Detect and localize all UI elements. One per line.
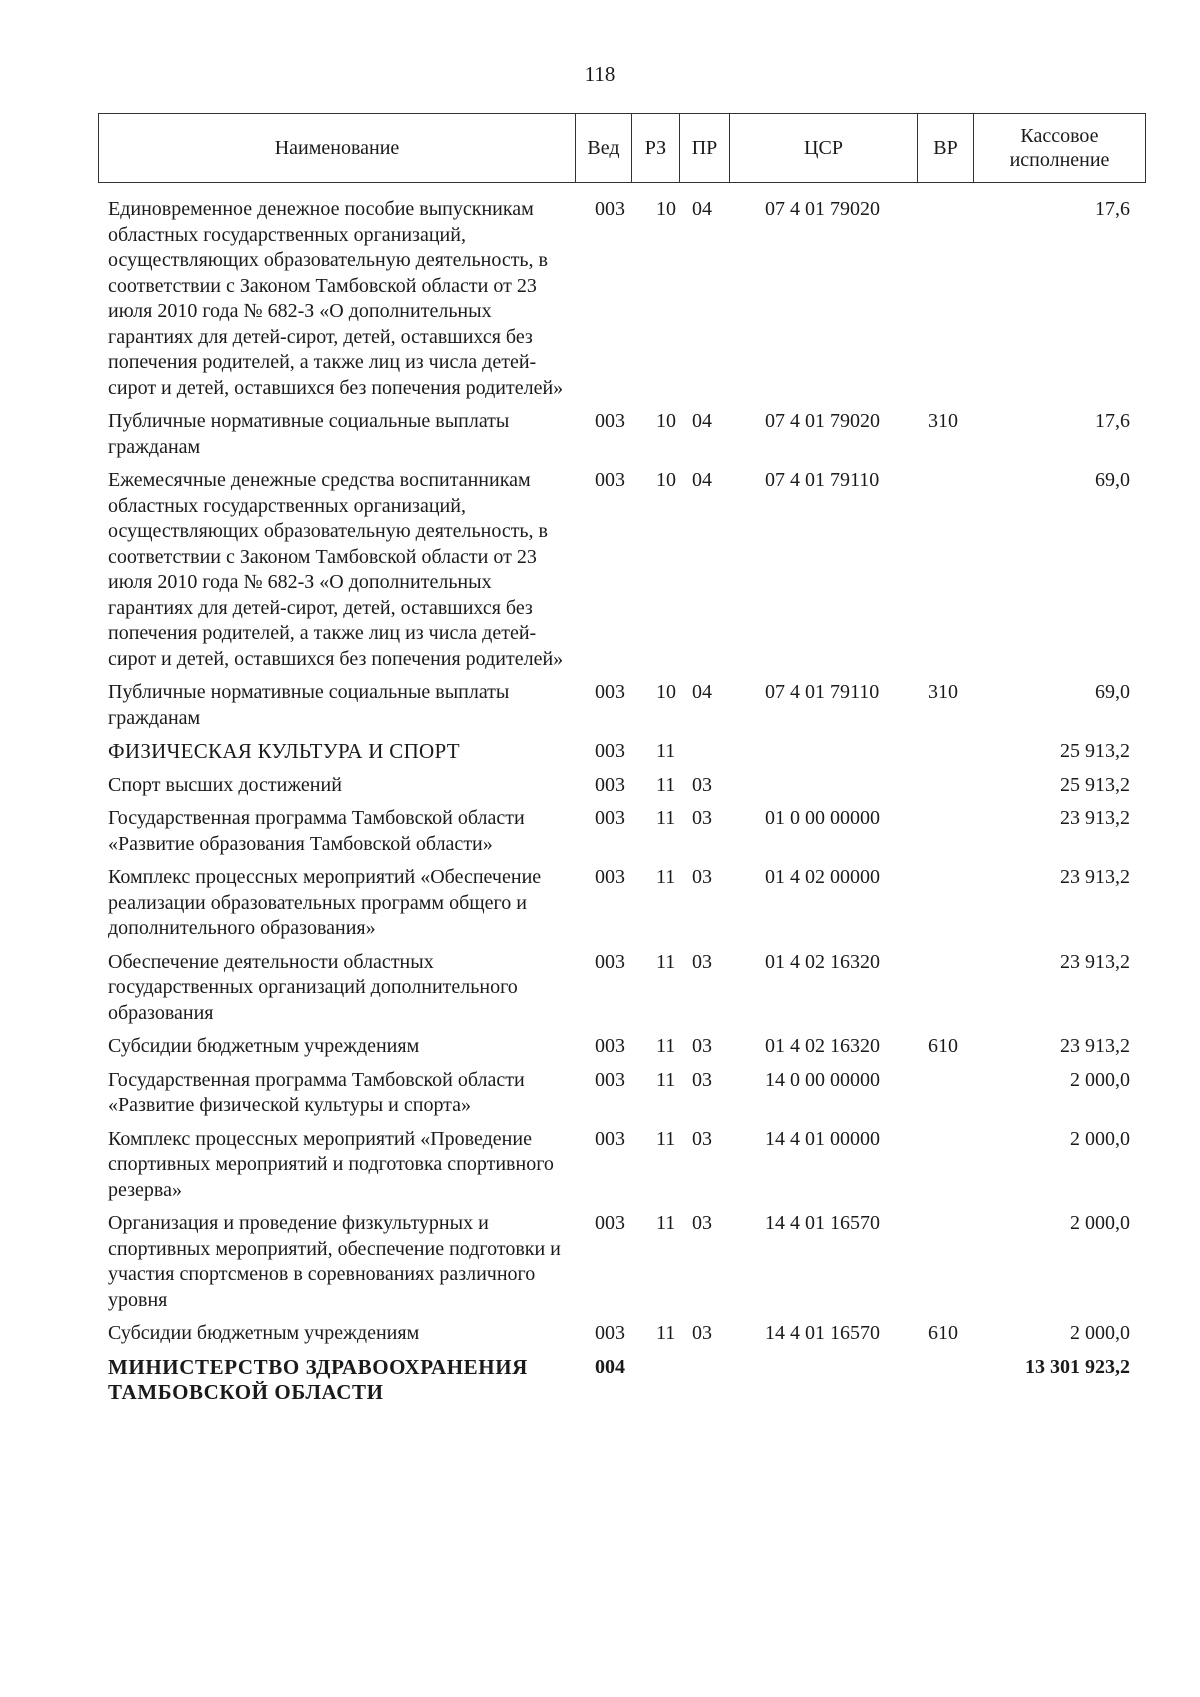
row-name: Публичные нормативные социальные выплаты гражданам: [108, 410, 510, 458]
table-row: [0, 806, 1200, 865]
row-name: Государственная программа Тамбовской области «Развитие физической культуры и спорта»: [108, 1068, 525, 1116]
row-csr: 14 4 01 16570: [765, 1212, 880, 1234]
row-rz: 11: [656, 866, 676, 888]
header-rz: РЗ: [631, 114, 679, 182]
row-ved: 003: [595, 950, 625, 973]
row-name: МИНИСТЕРСТВО ЗДРАВООХРАНЕНИЯ ТАМБОВСКОЙ ОБЛАСТИ: [108, 1354, 528, 1404]
row-pr: 04: [692, 198, 712, 220]
row-rz: 10: [656, 198, 676, 220]
row-name: Субсидии бюджетным учреждениям: [108, 1322, 420, 1344]
row-ved: 003: [595, 410, 625, 432]
header-csr: ЦСР: [729, 114, 917, 182]
row-rz: 10: [656, 681, 676, 703]
table-row: [0, 680, 1200, 739]
header-vr: ВР: [917, 114, 973, 182]
row-sum: 23 913,2: [1060, 950, 1130, 973]
row-name: Субсидии бюджетным учреждениям: [108, 1035, 420, 1057]
row-vr: 310: [928, 410, 958, 432]
row-rz: 11: [656, 807, 676, 829]
row-csr: 07 4 01 79020: [765, 198, 880, 220]
row-pr: 03: [692, 1035, 712, 1057]
row-name: Единовременное денежное пособие выпускникам областных государственных организаций, осуществляющих образовательную деятельность, в соответствии с Законом Тамбовской области от 23 июля 2010 года № 682-З «О дополнительных гарантиях для детей-сирот, детей, оставшихся без попечения родителей, а также лиц из числа детей-сирот и детей, оставшихся без попечения родителей»: [108, 198, 564, 399]
row-sum: 25 913,2: [1060, 773, 1130, 796]
row-pr: 03: [692, 1212, 712, 1234]
row-sum: 23 913,2: [1060, 807, 1130, 829]
row-sum: 2 000,0: [1070, 1068, 1130, 1091]
row-rz: 11: [656, 740, 676, 762]
table-row: [0, 1034, 1200, 1068]
row-vr: 310: [928, 681, 958, 703]
table-body: [0, 197, 1200, 1414]
header-name: Наименование: [274, 137, 400, 159]
row-sum: 23 913,2: [1060, 866, 1130, 888]
table-row: [0, 468, 1200, 680]
row-name: Государственная программа Тамбовской области «Развитие образования Тамбовской области»: [108, 807, 525, 855]
row-rz: 11: [656, 1127, 676, 1150]
row-name: Ежемесячные денежные средства воспитанникам областных государственных организаций, осуществляющих образовательную деятельность, в соответствии с Законом Тамбовской области от 23 июля 2010 года № 682-З «О дополнительных гарантиях для детей-сирот, детей, оставшихся без попечения родителей, а также лиц из числа детей-сирот и детей, оставшихся без попечения родителей»: [108, 469, 564, 670]
row-rz: 11: [656, 950, 676, 973]
row-rz: 11: [656, 773, 676, 796]
row-ved: 003: [595, 1035, 625, 1057]
row-rz: 11: [656, 1322, 676, 1344]
row-pr: 03: [692, 1322, 712, 1344]
row-ved: 003: [595, 773, 625, 796]
row-csr: 01 4 02 00000: [765, 866, 880, 888]
row-csr: 01 0 00 00000: [765, 807, 880, 829]
table-row: [0, 950, 1200, 1035]
row-pr: 04: [692, 469, 712, 491]
row-sum: 13 301 923,2: [1025, 1355, 1130, 1378]
row-sum: 2 000,0: [1070, 1212, 1130, 1234]
row-csr: 07 4 01 79110: [765, 681, 880, 703]
row-ved: 004: [595, 1355, 625, 1378]
row-ved: 003: [595, 1127, 625, 1150]
row-csr: 07 4 01 79110: [765, 469, 880, 491]
row-name: Публичные нормативные социальные выплаты гражданам: [108, 681, 510, 729]
row-pr: 03: [692, 807, 712, 829]
row-sum: 17,6: [1095, 410, 1130, 432]
row-pr: 03: [692, 1068, 712, 1091]
row-name: Обеспечение деятельности областных государственных организаций дополнительного образования: [108, 950, 518, 1024]
row-rz: 11: [656, 1212, 676, 1234]
row-vr: 610: [928, 1322, 958, 1344]
row-pr: 03: [692, 1127, 712, 1150]
row-rz: 11: [656, 1035, 676, 1057]
table-row-ministry: [0, 1355, 1200, 1414]
table-row: [0, 197, 1200, 409]
row-csr: 14 0 00 00000: [765, 1068, 880, 1091]
page-number: 118: [584, 62, 616, 86]
row-ved: 003: [595, 740, 625, 762]
table-header: [98, 113, 1146, 183]
header-pr: ПР: [679, 114, 729, 182]
row-name: ФИЗИЧЕСКАЯ КУЛЬТУРА И СПОРТ: [108, 739, 460, 763]
row-csr: 01 4 02 16320: [765, 950, 880, 973]
row-ved: 003: [595, 1212, 625, 1234]
row-csr: 14 4 01 00000: [765, 1127, 880, 1150]
row-ved: 003: [595, 681, 625, 703]
row-sum: 2 000,0: [1070, 1127, 1130, 1150]
header-ved: Вед: [575, 114, 631, 182]
row-sum: 69,0: [1095, 469, 1130, 491]
row-name: Комплекс процессных мероприятий «Проведение спортивных мероприятий и подготовка спортивного резерва»: [108, 1127, 554, 1201]
row-pr: 03: [692, 950, 712, 973]
table-row: [0, 865, 1200, 950]
row-ved: 003: [595, 469, 625, 491]
row-rz: 11: [656, 1068, 676, 1091]
row-vr: 610: [928, 1035, 958, 1057]
row-rz: 10: [656, 410, 676, 432]
table-row: [0, 1321, 1200, 1355]
row-pr: 03: [692, 773, 712, 796]
row-sum: 23 913,2: [1060, 1035, 1130, 1057]
table-row: [0, 409, 1200, 468]
table-row: [0, 1127, 1200, 1212]
header-sum: Кассовое исполнение: [973, 114, 1145, 182]
row-ved: 003: [595, 866, 625, 888]
row-sum: 2 000,0: [1070, 1322, 1130, 1344]
row-sum: 25 913,2: [1060, 740, 1130, 762]
row-ved: 003: [595, 1068, 625, 1091]
table-row: [0, 1068, 1200, 1127]
row-csr: 14 4 01 16570: [765, 1322, 880, 1344]
row-pr: 03: [692, 866, 712, 888]
row-rz: 10: [656, 469, 676, 491]
table-row: [0, 773, 1200, 807]
row-name: Комплекс процессных мероприятий «Обеспечение реализации образовательных программ общего и дополнительного образования»: [108, 866, 542, 939]
table-row-section: [0, 739, 1200, 773]
row-sum: 17,6: [1095, 198, 1130, 220]
row-csr: 01 4 02 16320: [765, 1035, 880, 1057]
row-name: Спорт высших достижений: [108, 773, 342, 796]
table-row: [0, 1211, 1200, 1321]
row-pr: 04: [692, 681, 712, 703]
row-csr: 07 4 01 79020: [765, 410, 880, 432]
row-name: Организация и проведение физкультурных и спортивных мероприятий, обеспечение подготовки и участия спортсменов в соревнованиях различного уровня: [108, 1212, 561, 1311]
row-ved: 003: [595, 807, 625, 829]
row-ved: 003: [595, 198, 625, 220]
row-sum: 69,0: [1095, 681, 1130, 703]
row-ved: 003: [595, 1322, 625, 1344]
row-pr: 04: [692, 410, 712, 432]
